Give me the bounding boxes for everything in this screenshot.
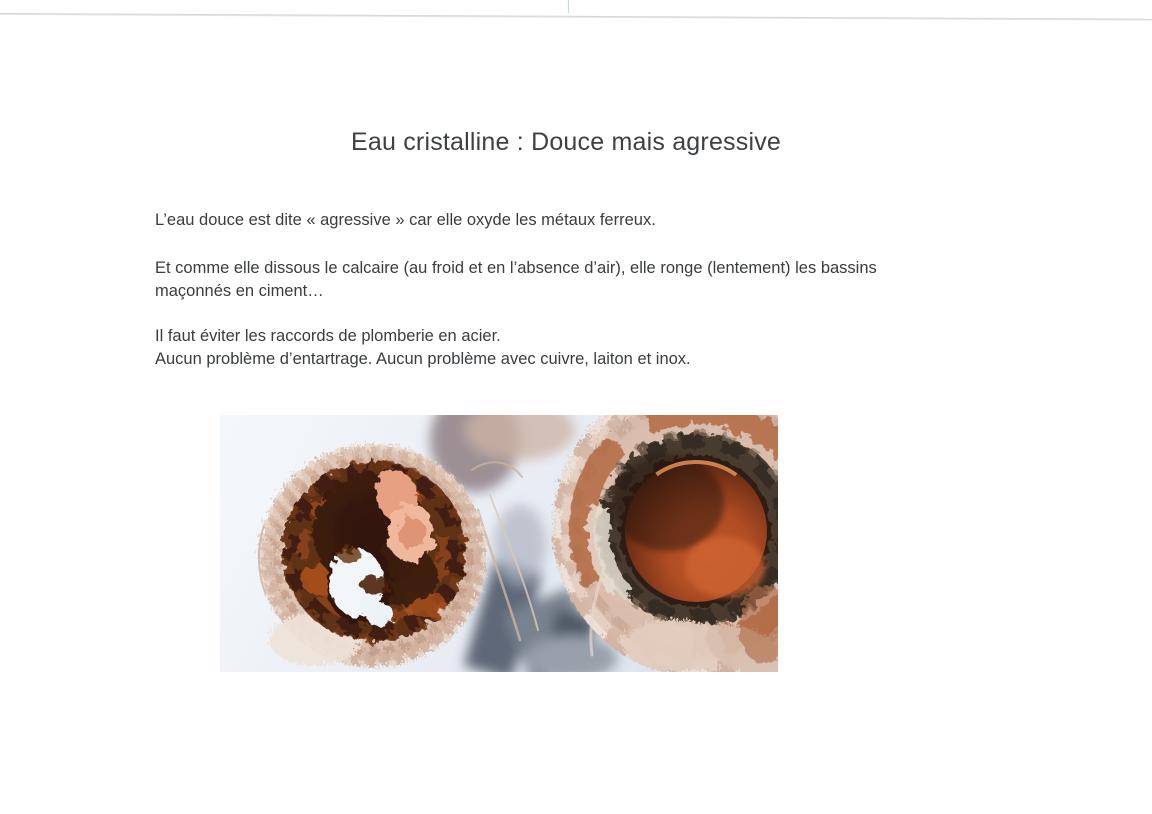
paragraph-line: Il faut éviter les raccords de plomberie en acier. <box>155 327 501 345</box>
corroded-pipes-photo <box>220 415 778 672</box>
paragraph-plomberie <box>155 325 1025 371</box>
paragraph-agressive <box>155 209 1025 232</box>
paragraph-line: Aucun problème d’entartrage. Aucun problème avec cuivre, laiton et inox. <box>155 350 691 368</box>
left-pipe <box>257 442 483 664</box>
paragraph-line: L’eau douce est dite « agressive » car elle oxyde les métaux ferreux. <box>155 211 656 229</box>
paragraph-line: maçonnés en ciment… <box>155 282 324 300</box>
paragraph-line: Et comme elle dissous le calcaire (au froid et en l’absence d’air), elle ronge (lentement) les bassins <box>155 259 877 277</box>
scanner-tick-artifact <box>568 0 569 13</box>
scanner-edge-line <box>0 13 1152 21</box>
corroded-pipes-illustration <box>220 415 778 672</box>
paragraph-calcaire <box>155 257 1025 303</box>
page-title: Eau cristalline : Douce mais agressive <box>351 128 781 156</box>
